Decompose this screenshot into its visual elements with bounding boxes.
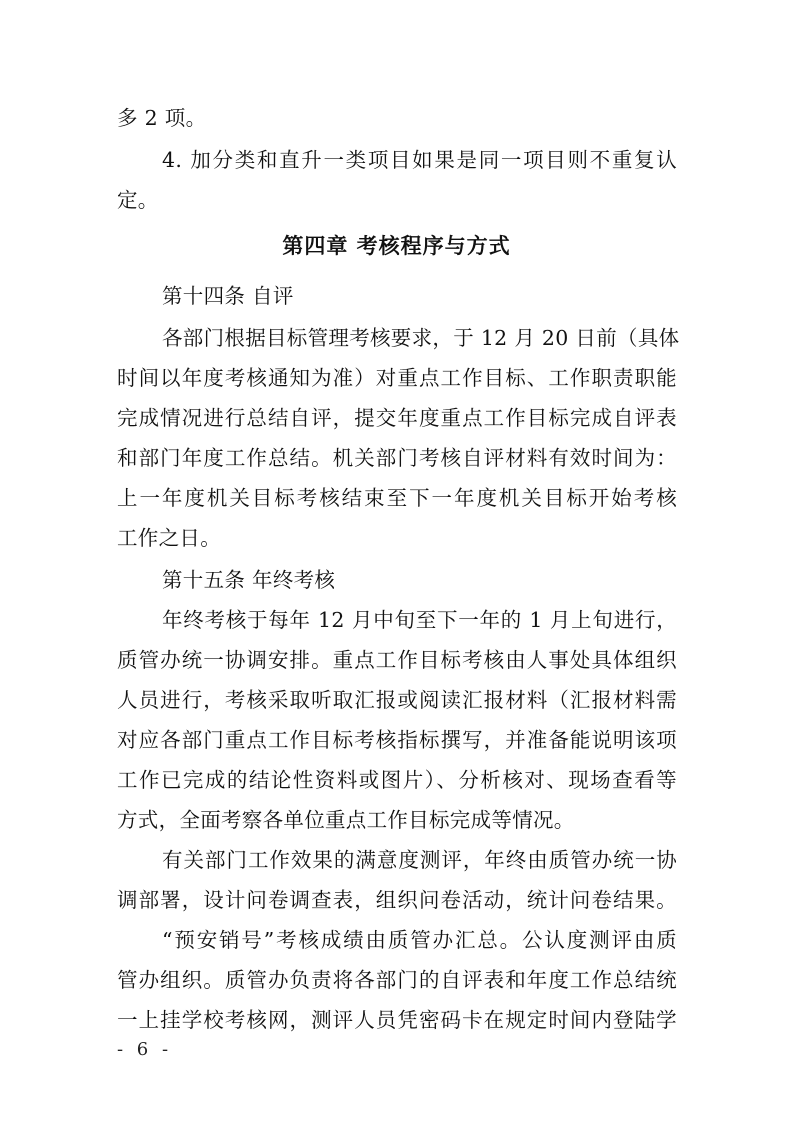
text-line: 4. 加分类和直升一类项目如果是同一项目则不重复认	[162, 148, 677, 172]
page-number: - 6 -	[117, 1039, 173, 1060]
text-line: 方式，全面考察各单位重点工作目标完成等情况。	[117, 808, 575, 832]
text-line: 定。	[117, 188, 159, 212]
text-line: 对应各部门重点工作目标考核指标撰写，并准备能说明该项	[117, 728, 677, 752]
text-line: 调部署，设计问卷调查表，组织问卷活动，统计问卷结果。	[117, 888, 677, 912]
text-line: 完成情况进行总结自评，提交年度重点工作目标完成自评表	[117, 406, 677, 430]
text-line: 和部门年度工作总结。机关部门考核自评材料有效时间为：	[117, 446, 677, 470]
text-line: 工作已完成的结论性资料或图片）、分析核对、现场查看等	[117, 768, 677, 792]
text-line: 时间以年度考核通知为准）对重点工作目标、工作职责职能	[117, 366, 677, 390]
text-line: 年终考核于每年 12 月中旬至下一年的 1 月上旬进行，	[162, 608, 677, 632]
text-line: 各部门根据目标管理考核要求，于 12 月 20 日前（具体	[162, 326, 680, 350]
text-line: 工作之日。	[117, 526, 221, 550]
text-line: 质管办统一协调安排。重点工作目标考核由人事处具体组织	[117, 648, 677, 672]
text-line: 上一年度机关目标考核结束至下一年度机关目标开始考核	[117, 486, 677, 510]
text-line: “预安销号”考核成绩由质管办汇总。公认度测评由质	[162, 928, 677, 952]
text-line: 人员进行，考核采取听取汇报或阅读汇报材料（汇报材料需	[117, 688, 677, 712]
article-title: 第十五条 年终考核	[162, 568, 336, 592]
article-title: 第十四条 自评	[162, 284, 294, 308]
chapter-heading: 第四章 考核程序与方式	[282, 234, 511, 258]
text-line: 管办组织。质管办负责将各部门的自评表和年度工作总结统	[117, 968, 677, 992]
text-line: 多 2 项。	[117, 106, 207, 130]
text-line: 一上挂学校考核网，测评人员凭密码卡在规定时间内登陆学	[117, 1008, 677, 1032]
text-line: 有关部门工作效果的满意度测评，年终由质管办统一协	[162, 848, 677, 872]
